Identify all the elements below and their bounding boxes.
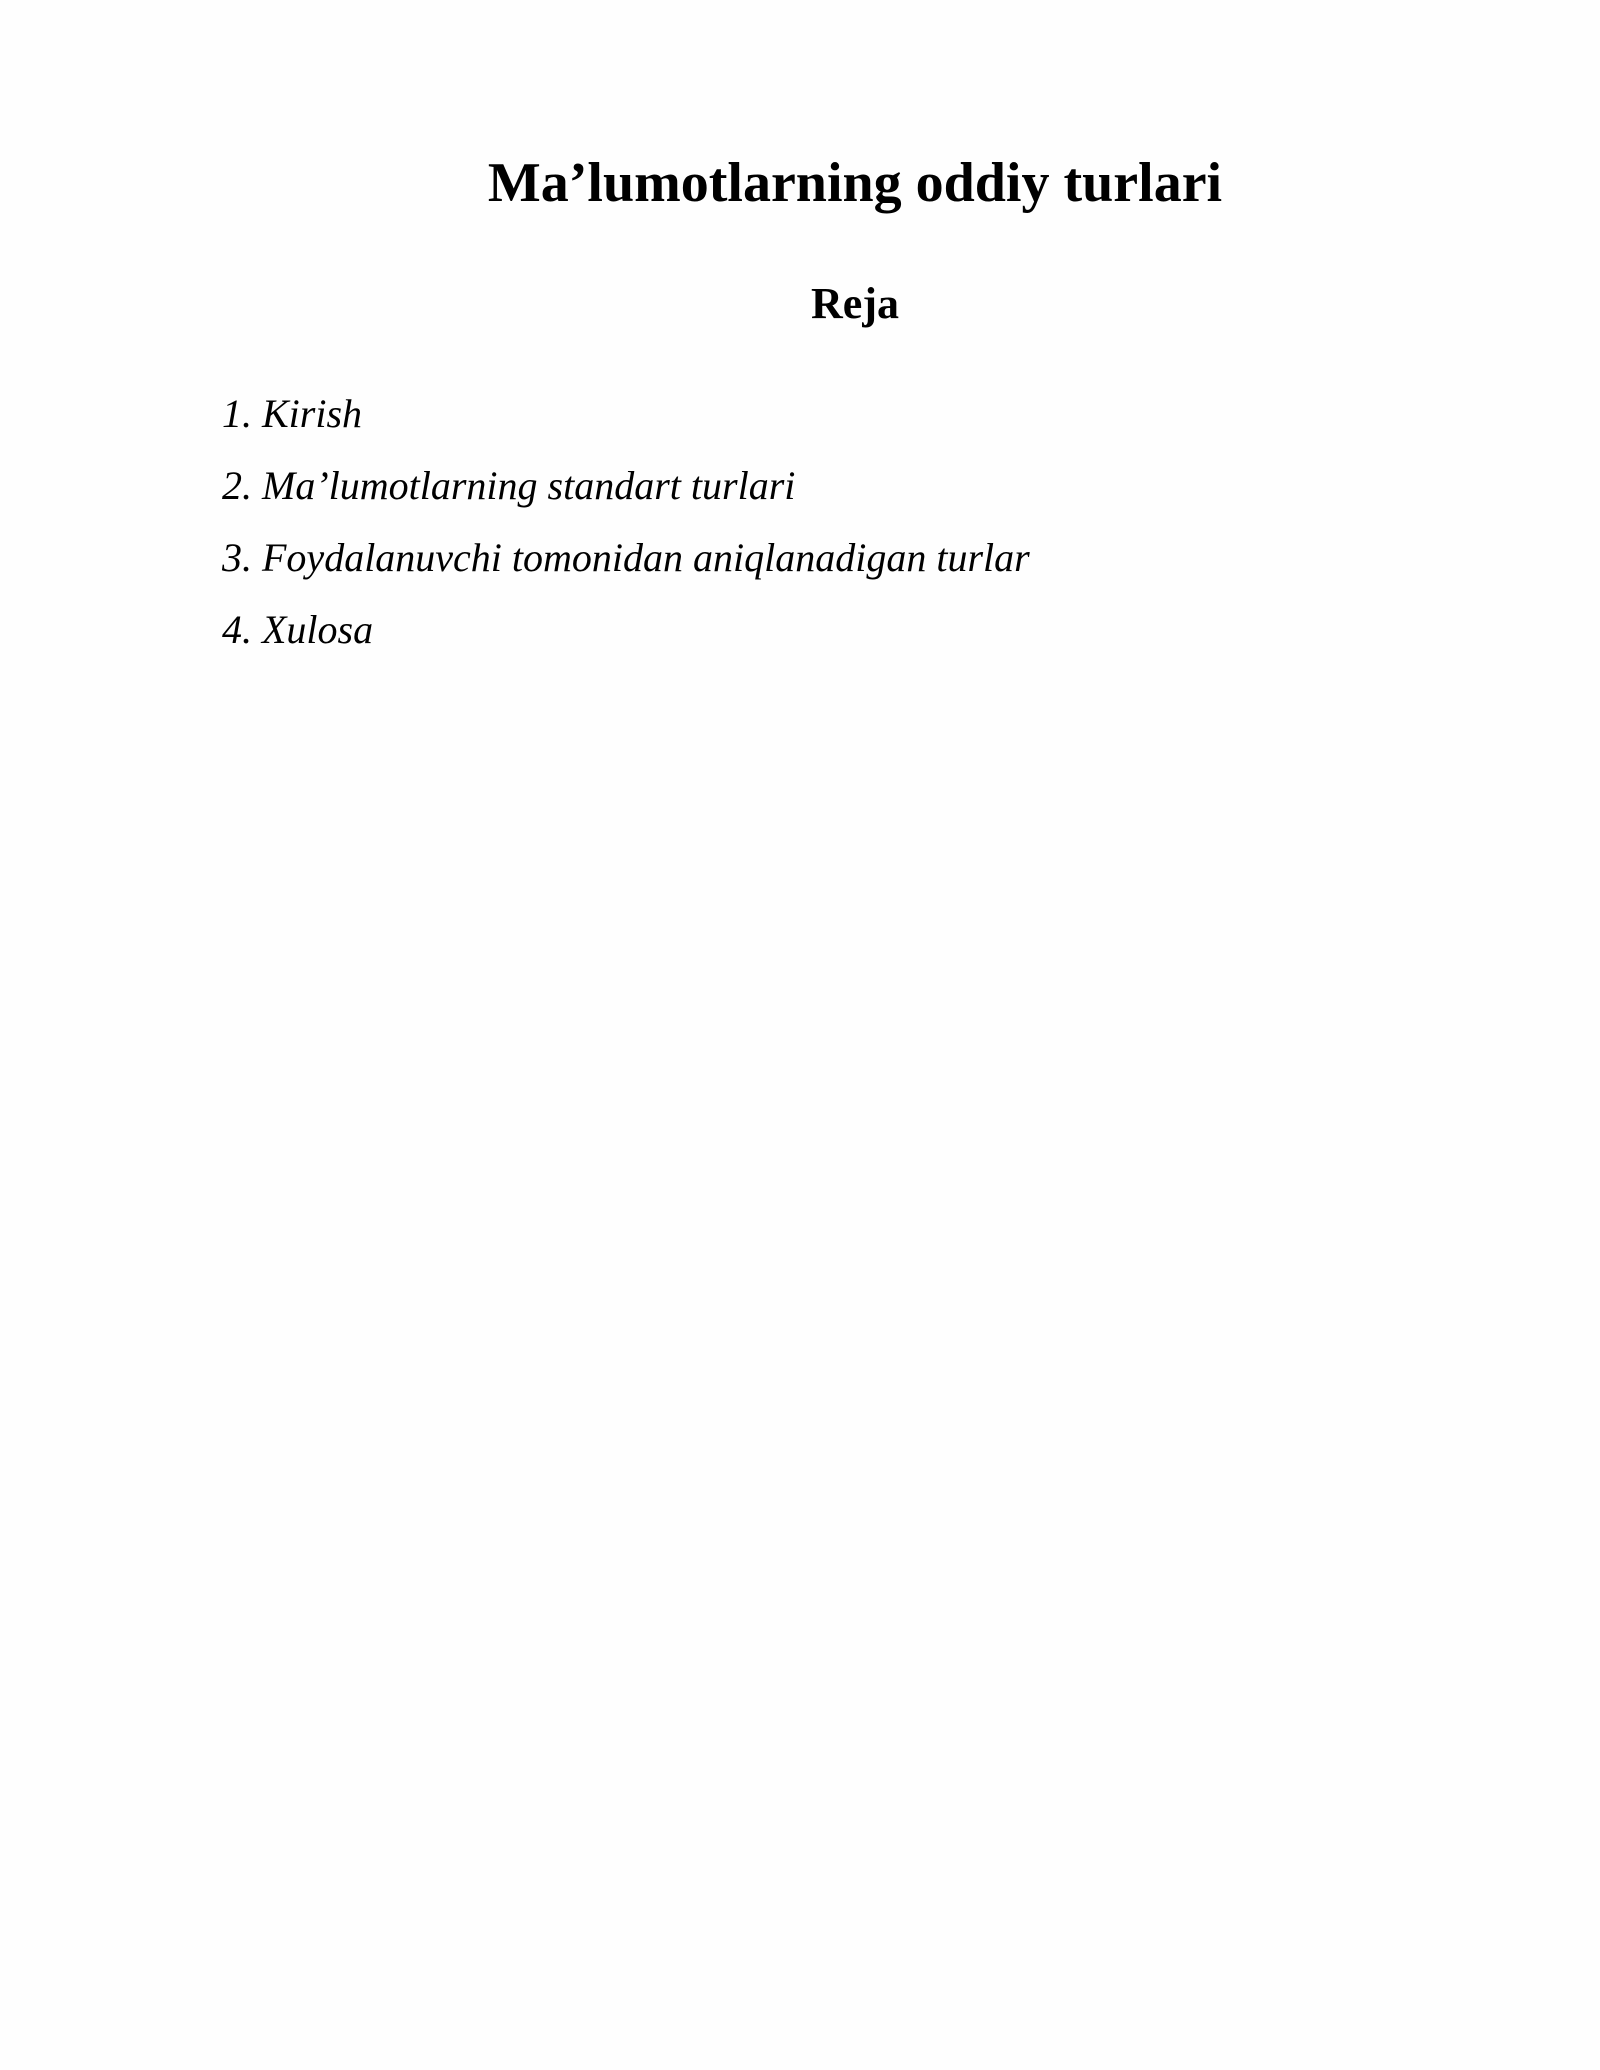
- plan-item-standard-types: 2. Ma’lumotlarning standart turlari: [222, 463, 796, 508]
- document-title: Ma’lumotlarning oddiy turlari: [487, 152, 1223, 214]
- plan-item-xulosa: 4. Xulosa: [222, 607, 374, 652]
- plan-heading: Reja: [811, 279, 899, 328]
- plan-item-user-defined-types: 3. Foydalanuvchi tomonidan aniqlanadigan turlar: [222, 535, 1030, 580]
- plan-list: [222, 390, 1030, 678]
- plan-item-kirish: 1. Kirish: [222, 391, 363, 436]
